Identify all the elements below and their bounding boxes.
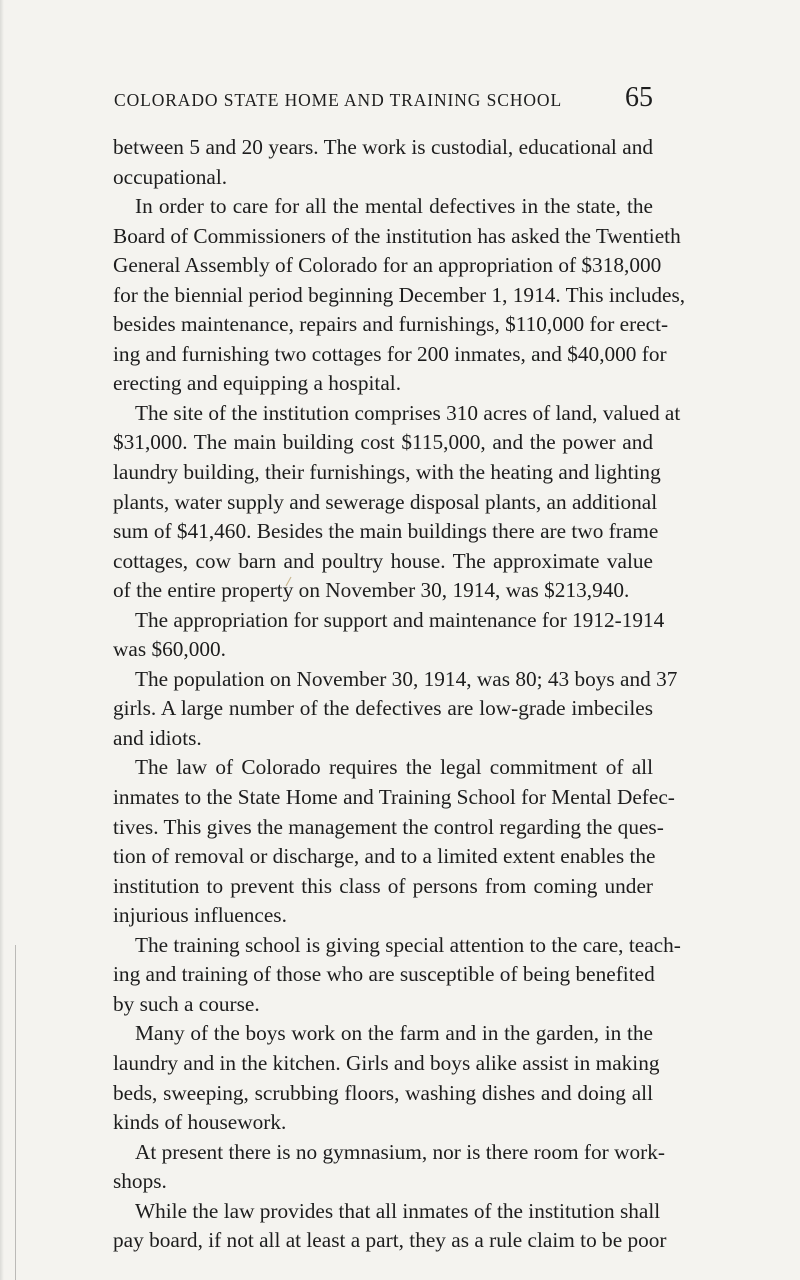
text-line: between 5 and 20 years. The work is custodial, educational and	[113, 135, 653, 159]
text-line: laundry and in the kitchen. Girls and boys alike assist in making	[113, 1050, 660, 1075]
paragraph	[113, 753, 675, 930]
paragraph	[113, 1019, 660, 1137]
text-line: $31,000. The main building cost $115,000, and the power and	[113, 430, 653, 455]
page-number: 65	[625, 82, 653, 113]
text-line: institution to prevent this class of persons from coming under	[113, 873, 653, 898]
paragraph	[113, 192, 686, 399]
text-line: of the entire property on November 30, 1914, was $213,940.	[113, 578, 630, 603]
text-line: girls. A large number of the defectives are low-grade imbeciles	[113, 696, 653, 721]
text-line: tives. This gives the management the control regarding the ques-	[113, 814, 664, 839]
text-line: by such a course.	[113, 991, 260, 1016]
text-line: besides maintenance, repairs and furnishings, $110,000 for erect-	[113, 312, 669, 337]
paragraph	[113, 133, 653, 192]
text-line: Many of the boys work on the farm and in the garden, in the	[135, 1021, 653, 1046]
text-line: At present there is no gymnasium, nor is there room for work-	[135, 1139, 665, 1164]
text-line: erecting and equipping a hospital.	[113, 371, 402, 396]
text-line: In order to care for all the mental defectives in the state, the	[135, 194, 653, 219]
text-line: beds, sweeping, scrubbing floors, washing dishes and doing all	[113, 1080, 653, 1105]
running-title: COLORADO STATE HOME AND TRAINING SCHOOL	[114, 90, 563, 110]
paragraph	[113, 399, 681, 606]
text-line: kinds of housework.	[113, 1110, 287, 1135]
text-line: cottages, cow barn and poultry house. The approximate value	[113, 548, 653, 573]
text-line: ing and furnishing two cottages for 200 inmates, and $40,000 for	[113, 341, 667, 366]
paragraph	[113, 665, 678, 754]
running-head	[108, 82, 653, 116]
text-line: The law of Colorado requires the legal commitment of all	[135, 755, 653, 780]
text-line: The population on November 30, 1914, was 80; 43 boys and 37	[135, 666, 678, 691]
text-line: The appropriation for support and maintenance for 1912-1914	[135, 607, 665, 632]
binding-shadow	[0, 0, 4, 1280]
text-line: The site of the institution comprises 310 acres of land, valued at	[135, 400, 681, 425]
paragraph	[113, 1197, 667, 1256]
page-edge-line	[15, 945, 16, 1280]
text-line: inmates to the State Home and Training School for Mental Defec-	[113, 785, 675, 810]
text-line: and idiots.	[113, 725, 202, 750]
text-line: was $60,000.	[113, 637, 226, 662]
text-line: shops.	[113, 1169, 167, 1194]
body-text	[113, 133, 686, 1256]
text-line: pay board, if not all at least a part, they as a rule claim to be poor	[113, 1228, 667, 1253]
paragraph	[113, 606, 665, 665]
text-line: laundry building, their furnishings, with the heating and lighting	[113, 460, 661, 485]
text-line: The training school is giving special attention to the care, teach-	[135, 932, 681, 957]
text-line: General Assembly of Colorado for an appropriation of $318,000	[113, 253, 662, 278]
text-line: ing and training of those who are susceptible of being benefited	[113, 962, 655, 987]
text-line: sum of $41,460. Besides the main buildings there are two frame	[113, 519, 659, 544]
text-line: Board of Commissioners of the institution has asked the Twentieth	[113, 223, 681, 248]
text-line: While the law provides that all inmates of the institution shall	[135, 1198, 661, 1223]
paragraph	[113, 931, 681, 1020]
text-line: plants, water supply and sewerage disposal plants, an additional	[113, 489, 658, 514]
text-line: occupational.	[113, 164, 228, 189]
paragraph	[113, 1138, 665, 1197]
text-line: for the biennial period beginning December 1, 1914. This includes,	[113, 282, 686, 307]
text-line: tion of removal or discharge, and to a limited extent enables the	[113, 844, 656, 869]
text-line: injurious influences.	[113, 903, 287, 928]
